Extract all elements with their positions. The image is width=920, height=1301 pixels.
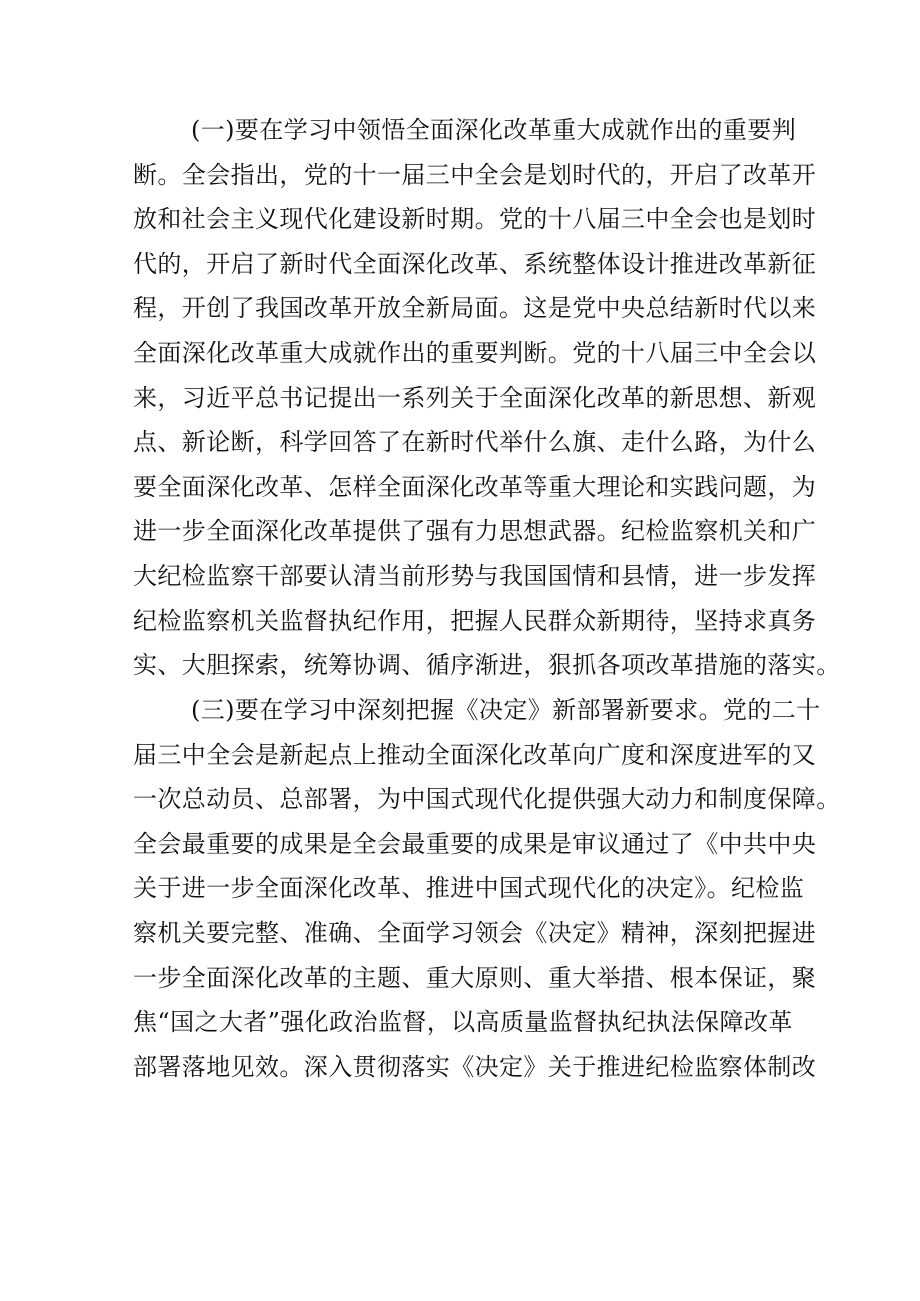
text-line: 断。全会指出，党的十一届三中全会是划时代的，开启了改革开	[133, 160, 817, 189]
text-line: 全会最重要的成果是全会最重要的成果是审议通过了《中共中央	[133, 829, 817, 858]
text-line: 代的，开启了新时代全面深化改革、系统整体设计推进改革新征	[133, 249, 817, 278]
text-line: 察机关要完整、准确、全面学习领会《决定》精神，深刻把握进	[133, 918, 817, 947]
text-line: 要全面深化改革、怎样全面深化改革等重大理论和实践问题，为	[133, 472, 817, 501]
text-line: 一步全面深化改革的主题、重大原则、重大举措、根本保证，聚	[133, 963, 817, 992]
text-line: 关于进一步全面深化改革、推进中国式现代化的决定》。纪检监	[133, 874, 805, 903]
text-line: 大纪检监察干部要认清当前形势与我国国情和县情，进一步发挥	[133, 561, 817, 590]
text-line: 全面深化改革重大成就作出的重要判断。党的十八届三中全会以	[133, 338, 817, 367]
text-line: 放和社会主义现代化建设新时期。党的十八届三中全会也是划时	[133, 205, 817, 234]
text-line: (一)要在学习中领悟全面深化改革重大成就作出的重要判	[191, 116, 797, 144]
paragraph-section-three	[133, 688, 841, 1089]
text-line: 焦“国之大者”强化政治监督，以高质量监督执纪执法保障改革	[133, 1008, 793, 1037]
text-line: 进一步全面深化改革提供了强有力思想武器。纪检监察机关和广	[133, 517, 817, 546]
paragraph-section-one	[133, 108, 841, 688]
text-line: 实、大胆探索，统筹协调、循序渐进，狠抓各项改革措施的落实。	[133, 651, 841, 680]
text-line: 点、新论断，科学回答了在新时代举什么旗、走什么路，为什么	[133, 428, 817, 457]
text-line: 来，习近平总书记提出一系列关于全面深化改革的新思想、新观	[133, 383, 817, 412]
text-line: (三)要在学习中深刻把握《决定》新部署新要求。党的二十	[191, 696, 821, 724]
text-line: 部署落地见效。深入贯彻落实《决定》关于推进纪检监察体制改	[133, 1052, 817, 1081]
text-line: 届三中全会是新起点上推动全面深化改革向广度和深度进军的又	[133, 740, 817, 769]
text-line: 纪检监察机关监督执纪作用，把握人民群众新期待，坚持求真务	[133, 606, 817, 635]
text-line: 一次总动员、总部署，为中国式现代化提供强大动力和制度保障。	[133, 785, 841, 814]
text-line: 程，开创了我国改革开放全新局面。这是党中央总结新时代以来	[133, 294, 817, 323]
